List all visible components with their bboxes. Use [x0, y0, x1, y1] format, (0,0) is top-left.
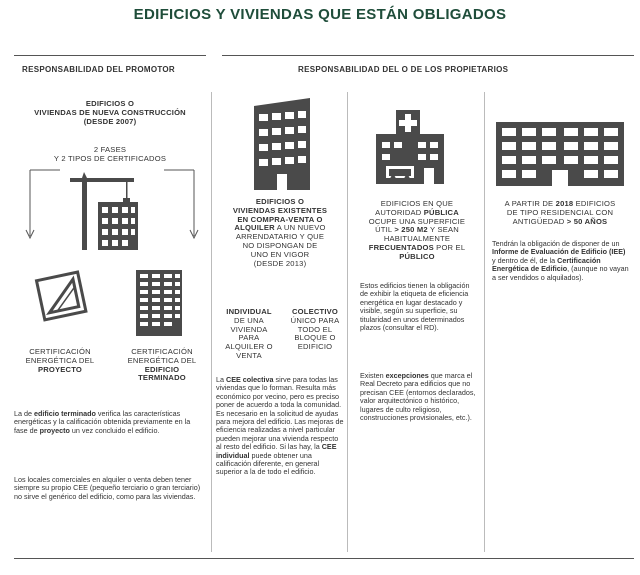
- cert-terminado-label: CERTIFICACIÓN ENERGÉTICA DEL EDIFICIO TERMINADO: [127, 347, 197, 383]
- colectivo-cert-box: COLECTIVO ÚNICO PARA TODO EL BLOQUE O EDIFICIO: [290, 307, 340, 352]
- finished-building-icon: [134, 266, 186, 338]
- promotor-heading: RESPONSABILIDAD DEL PROMOTOR: [22, 65, 176, 74]
- col2-paragraph-1: Estos edificios tienen la obligación de exhibir la etiqueta de eficiencia energética en lugar destacado y visible, según su superficie, su titularidad en unos determinados plazos (consultar el RD).: [360, 281, 470, 333]
- promotor-box-title: EDIFICIOS O VIVIENDAS DE NUEVA CONSTRUCCIÓN (DESDE 2007): [34, 99, 186, 126]
- old-residential-building-icon: [492, 120, 628, 188]
- old-residential-title: A PARTIR DE 2018 EDIFICIOS DE TIPO RESIDENCIAL CON ANTIGÜEDAD > 50 AÑOS: [504, 199, 616, 226]
- hospital-building-icon: [372, 110, 448, 186]
- promotor-paragraph-1: La de edificio terminado verifica las características energéticas y la calificación obtenida previamente en la fase de proyecto un vez concluido el edificio.: [14, 409, 191, 435]
- column-divider: [347, 92, 348, 552]
- individual-cert-box: INDIVIDUAL DE UNA VIVIENDA PARA ALQUILER O VENTA: [225, 307, 273, 360]
- col3-paragraph: Tendrán la obligación de disponer de un Informe de Evaluación de Edificio (IEE) y dentro de él, de la Certificación Energética de Edificio, (aunque no vayan a ser vendidos o alquilados).: [492, 239, 629, 282]
- col2-paragraph-2: Existen excepciones que marca el Real Decreto para edificios que no precisan CEE (entornos declarados, valor arquitectónico o histórico, lugares de culto religioso, construcciones provisionales, etc.).: [360, 371, 476, 423]
- cert-proyecto-label: CERTIFICACIÓN ENERGÉTICA DEL PROYECTO: [25, 347, 95, 374]
- apartment-building-icon: [250, 98, 314, 190]
- col1-paragraph: La CEE colectiva sirve para todas las viviendas que lo forman. Resulta más económico por vecino, pero es preciso poner de acuerdo a toda la comunidad. Es necesario en la solicitud de ayudas para mejora del edificio. Las mejoras de eficiencia realizadas a nivel particular pueden mejorar una vivienda respecto al resto del edificio. Si las hay, la CEE individual puede obtener una calificación diferente, en general superior a la de todo el edificio.: [216, 375, 344, 477]
- construction-crane-icon: [68, 172, 158, 252]
- blueprint-triangle-icon: [36, 270, 86, 320]
- header-rule-right: [222, 55, 634, 56]
- header-rule-left: [14, 55, 206, 56]
- existing-buildings-title: EDIFICIOS O VIVIENDAS EXISTENTES EN COMPRA-VENTA O ALQUILER A UN NUEVO ARRENDATARIO Y QUE NO DISPONGAN DE UNO EN VIGOR (DESDE 2013): [232, 197, 328, 268]
- propietarios-heading: RESPONSABILIDAD DEL O DE LOS PROPIETARIOS: [298, 65, 509, 74]
- fases-label: 2 FASES Y 2 TIPOS DE CERTIFICADOS: [53, 145, 167, 163]
- promotor-paragraph-2: Los locales comerciales en alquiler o venta deben tener siempre su propio CEE (pequeño terciario o gran terciario) no sirve el genérico del edificio, como para las viviendas.: [14, 475, 201, 501]
- page-title: EDIFICIOS Y VIVIENDAS QUE ESTÁN OBLIGADOS: [133, 6, 507, 23]
- footer-rule: [14, 558, 634, 559]
- public-buildings-title: EDIFICIOS EN QUE AUTORIDAD PÚBLICA OCUPE UNA SUPERFICIE ÚTIL > 250 M2 Y SEAN HABITUALMENTE FRECUENTADOS POR EL PÚBLICO: [368, 199, 466, 261]
- column-divider: [484, 92, 485, 552]
- column-divider: [211, 92, 212, 552]
